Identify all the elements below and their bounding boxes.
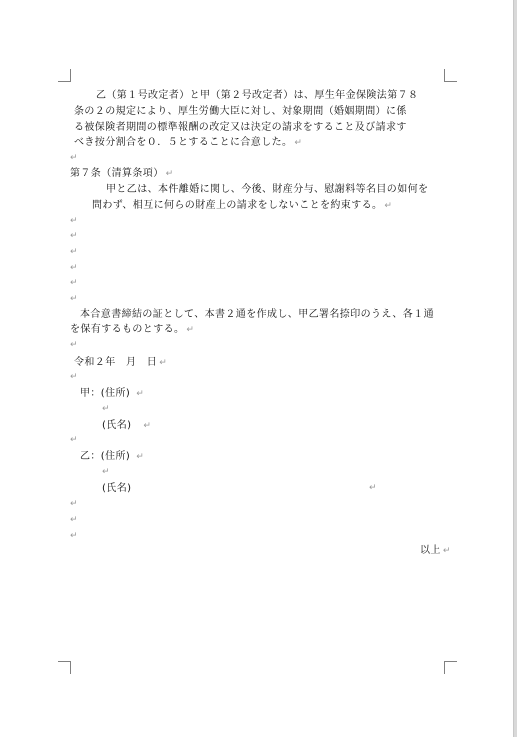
crop-mark-top-right bbox=[444, 69, 457, 82]
party-a-address-line bbox=[80, 386, 144, 402]
closing-line2 bbox=[70, 322, 194, 338]
paragraph-mark: ↵ bbox=[70, 153, 78, 163]
paragraph-mark: ↵ bbox=[186, 325, 194, 335]
ending-line bbox=[420, 543, 450, 559]
ending-text: 以上 bbox=[420, 545, 441, 556]
party-b-address-label: 乙：(住所) bbox=[80, 451, 131, 462]
party-a-name-label: (氏名) bbox=[102, 420, 132, 431]
section7-line2-text: 問わず、相互に何らの財産上の請求をしないことを約束する。 bbox=[92, 200, 383, 211]
paragraph1-line2 bbox=[74, 104, 407, 119]
paragraph-mark: ↵ bbox=[70, 278, 78, 288]
paragraph-mark: ↵ bbox=[70, 435, 78, 445]
paragraph-mark: ↵ bbox=[136, 389, 144, 399]
paragraph-mark: ↵ bbox=[70, 372, 78, 382]
party-a-address-label: 甲：(住所) bbox=[80, 388, 131, 399]
paragraph1-line1-text: 乙（第１号改定者）と甲（第２号改定者）は、厚生年金保険法第７８ bbox=[96, 90, 419, 101]
paragraph-mark: ↵ bbox=[294, 138, 302, 148]
paragraph1-line2-text: 条の２の規定により、厚生労働大臣に対し、対象期間（婚姻期間）に係 bbox=[74, 106, 407, 117]
paragraph-mark: ↵ bbox=[143, 421, 151, 431]
section7-line2 bbox=[92, 198, 392, 214]
paragraph-mark: ↵ bbox=[165, 169, 174, 179]
closing-line1 bbox=[80, 307, 434, 322]
paragraph-mark: ↵ bbox=[70, 499, 78, 509]
paragraph-mark: ↵ bbox=[384, 201, 392, 211]
closing-line1-text: 本合意書締結の証として、本書２通を作成し、甲乙署名捺印のうえ、各１通 bbox=[80, 309, 434, 320]
paragraph-mark: ↵ bbox=[70, 294, 78, 304]
paragraph-mark: ↵ bbox=[70, 231, 78, 241]
party-a-name-line bbox=[102, 418, 151, 434]
paragraph1-line3 bbox=[74, 120, 407, 135]
section7-heading-text: 第７条（清算条項） bbox=[70, 168, 164, 179]
section7-line1-text: 甲と乙は、本件離婚に関し、今後、財産分与、慰謝料等名目の如何を bbox=[106, 184, 429, 195]
paragraph-mark: ↵ bbox=[442, 546, 451, 556]
section7-heading bbox=[70, 166, 173, 182]
crop-mark-top-left bbox=[58, 69, 71, 82]
party-b-name-line bbox=[102, 481, 131, 496]
paragraph1-line3-text: る被保険者期間の標準報酬の改定又は決定の請求をすること及び請求す bbox=[74, 122, 407, 133]
paragraph-mark: ↵ bbox=[102, 467, 110, 477]
crop-mark-bottom-right bbox=[444, 661, 457, 674]
paragraph1-line4 bbox=[74, 135, 302, 151]
section7-line1 bbox=[106, 182, 428, 197]
date-line bbox=[74, 355, 167, 371]
party-b-name-label: (氏名) bbox=[102, 483, 132, 494]
paragraph-mark: ↵ bbox=[70, 531, 78, 541]
party-b-address-line bbox=[80, 449, 144, 465]
date-text: 令和２年 月 日 bbox=[74, 357, 158, 368]
paragraph-mark: ↵ bbox=[102, 404, 110, 414]
paragraph-mark: ↵ bbox=[369, 483, 377, 493]
paragraph-mark: ↵ bbox=[136, 452, 144, 462]
paragraph-mark: ↵ bbox=[70, 247, 78, 257]
crop-mark-bottom-left bbox=[58, 661, 71, 674]
paragraph-mark: ↵ bbox=[70, 263, 78, 273]
paragraph-mark: ↵ bbox=[159, 358, 167, 368]
paragraph-mark: ↵ bbox=[70, 216, 78, 226]
paragraph1-line4-text: べき按分割合を０．５とすることに合意した。 bbox=[74, 137, 293, 148]
paragraph-mark: ↵ bbox=[70, 340, 78, 350]
closing-line2-text: を保有するものとする。 bbox=[70, 324, 185, 335]
paragraph-mark: ↵ bbox=[70, 515, 78, 525]
paragraph1-line1 bbox=[96, 88, 418, 103]
